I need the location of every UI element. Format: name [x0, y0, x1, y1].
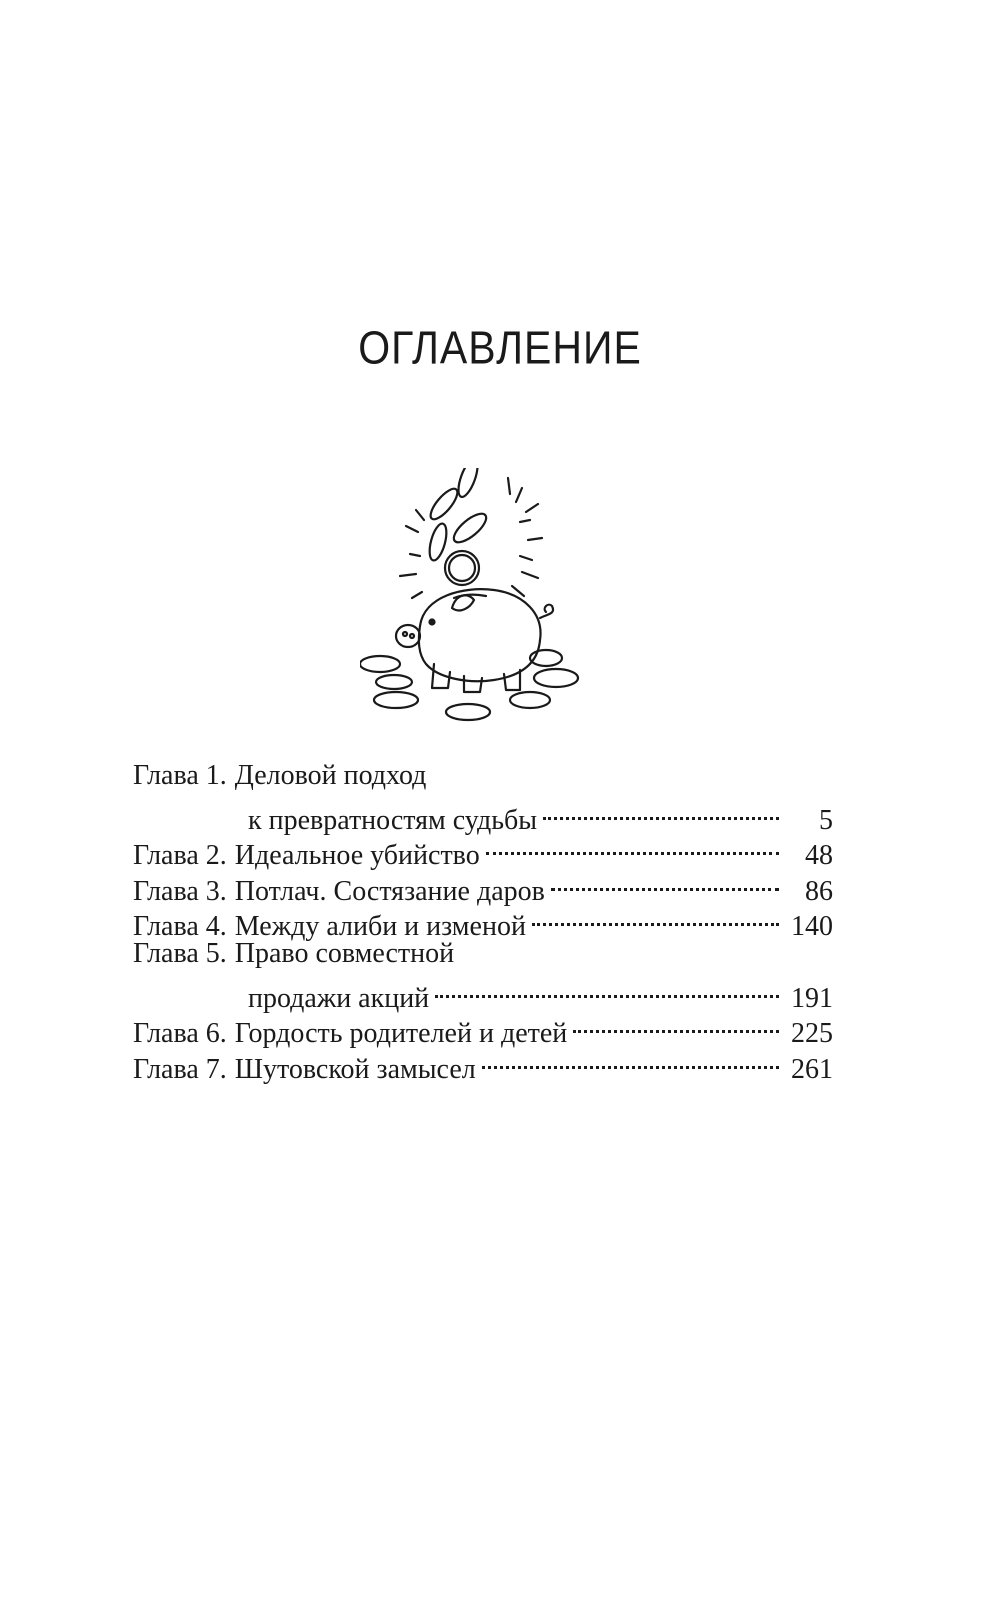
toc-entry-continuation: [133, 972, 833, 1014]
toc-page-number: 261: [791, 1053, 833, 1085]
toc-page-number: 86: [805, 875, 833, 907]
toc-entry: [133, 936, 833, 972]
toc-chapter-number: Глава 5.: [133, 937, 227, 969]
piggy-bank-with-coins-icon: [360, 468, 610, 738]
toc-chapter-number: Глава 2.: [133, 840, 227, 872]
toc-chapter-title-continued: к превратностям судьбы: [248, 804, 538, 836]
toc-page-number: 140: [791, 911, 833, 943]
toc-chapter-title: Шутовской замысел: [234, 1053, 476, 1085]
dot-leader: [435, 972, 779, 1007]
toc-page-number: 225: [791, 1018, 833, 1050]
dot-leader: [486, 829, 779, 864]
toc-chapter-number: Глава 1.: [133, 760, 227, 791]
toc-page-number: 48: [805, 840, 833, 872]
toc-entry: [133, 829, 833, 872]
toc-entry: [133, 1007, 833, 1050]
toc-page-number: 191: [791, 982, 833, 1014]
toc-entry: [133, 758, 833, 794]
toc-chapter-title: Идеальное убийство: [234, 840, 480, 872]
toc-chapter-title-continued: продажи акций: [248, 982, 430, 1014]
dot-leader: [573, 1007, 779, 1042]
toc-entry: [133, 1043, 833, 1085]
dot-leader: [543, 794, 779, 829]
toc-chapter-number: Глава 6.: [133, 1018, 227, 1050]
toc-chapter-title: Право совместной: [234, 937, 455, 969]
toc-entry: [133, 865, 833, 907]
toc-chapter-number: Глава 4.: [133, 911, 227, 943]
toc-chapter-title: Потлач. Состязание даров: [234, 875, 545, 907]
dot-leader: [551, 865, 779, 900]
toc-chapter-title: Деловой подход: [234, 760, 427, 791]
toc-page-number: 5: [819, 804, 833, 836]
toc-chapter-title: Гордость родителей и детей: [234, 1018, 568, 1050]
table-of-contents: [133, 758, 833, 1085]
toc-chapter-title: Между алиби и изменой: [234, 911, 526, 943]
toc-entry: [133, 900, 833, 943]
toc-chapter-number: Глава 3.: [133, 875, 227, 907]
toc-entry-continuation: [133, 794, 833, 836]
dot-leader: [532, 900, 779, 935]
page-title: ОГЛАВЛЕНИЕ: [358, 322, 642, 374]
toc-chapter-number: Глава 7.: [133, 1053, 227, 1085]
dot-leader: [482, 1043, 779, 1078]
